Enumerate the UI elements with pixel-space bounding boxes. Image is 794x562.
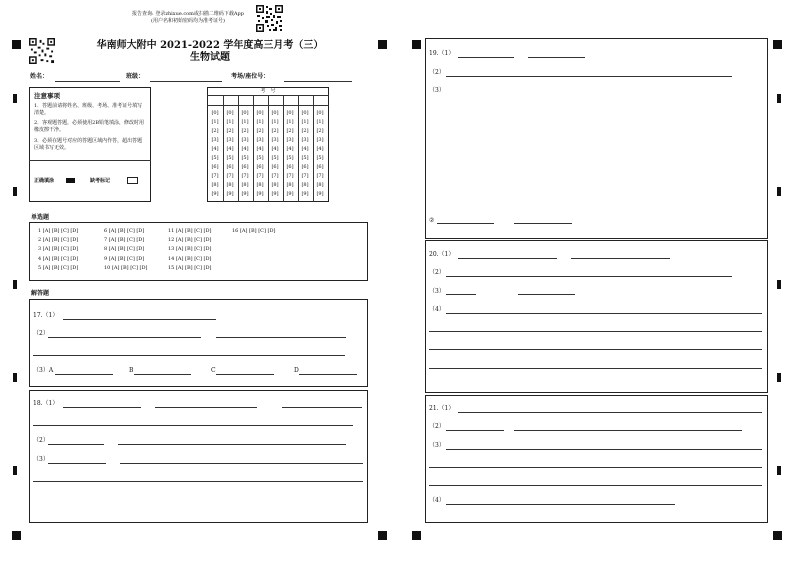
exam-number-bubble[interactable]: [9] bbox=[211, 191, 219, 197]
single-choice-item[interactable]: 6 [A] [B] [C] [D] bbox=[104, 228, 145, 234]
q19-part3-sub-label: ② bbox=[429, 217, 435, 224]
exam-number-bubble[interactable]: [1] bbox=[316, 119, 324, 125]
exam-number-bubble[interactable]: [2] bbox=[256, 128, 264, 134]
exam-number-bubble[interactable]: [3] bbox=[271, 137, 279, 143]
exam-number-bubble[interactable]: [4] bbox=[211, 146, 219, 152]
exam-number-bubble[interactable]: [5] bbox=[271, 155, 279, 161]
q21-part4-line[interactable] bbox=[446, 504, 675, 505]
q18-part3-line-a[interactable] bbox=[48, 463, 106, 464]
name-field[interactable] bbox=[55, 81, 120, 82]
exam-number-bubble[interactable]: [6] bbox=[211, 164, 219, 170]
exam-number-bubble[interactable]: [0] bbox=[316, 110, 324, 116]
exam-number-bubble[interactable]: [3] bbox=[301, 137, 309, 143]
exam-number-bubble[interactable]: [6] bbox=[316, 164, 324, 170]
exam-number-bubble[interactable]: [4] bbox=[286, 146, 294, 152]
exam-number-bubble[interactable]: [4] bbox=[256, 146, 264, 152]
q19-part1-line-a[interactable] bbox=[458, 57, 514, 58]
corner-mark-top-mid-right bbox=[412, 40, 421, 49]
corner-mark-bottom-mid-left bbox=[378, 531, 387, 540]
qr-code-icon bbox=[256, 5, 283, 32]
exam-number-bubble[interactable]: [0] bbox=[256, 110, 264, 116]
q17-part3-a-line[interactable] bbox=[55, 374, 113, 375]
q17-part3-label: （3）A bbox=[33, 367, 54, 374]
exam-number-bubble[interactable]: [0] bbox=[286, 110, 294, 116]
exam-number-bubble[interactable]: [3] bbox=[316, 137, 324, 143]
q17-part2-line-a[interactable] bbox=[48, 337, 201, 338]
exam-number-bubble[interactable]: [7] bbox=[301, 173, 309, 179]
q18-part2-label: （2） bbox=[33, 437, 49, 444]
exam-number-bubble[interactable]: [2] bbox=[241, 128, 249, 134]
exam-number-bubble[interactable]: [6] bbox=[286, 164, 294, 170]
q20-part3-label: （3） bbox=[429, 288, 445, 295]
q20-part1-line-b[interactable] bbox=[571, 258, 670, 259]
exam-number-bubble[interactable]: [4] bbox=[316, 146, 324, 152]
q21-part1-label: 21.（1） bbox=[429, 405, 455, 412]
name-label: 姓名： bbox=[30, 73, 49, 80]
notes-item-1: 1．答题前请将姓名、班级、考场、准考证号填写清楚。 bbox=[34, 103, 143, 116]
exam-number-bubble[interactable]: [4] bbox=[241, 146, 249, 152]
single-choice-item[interactable]: 5 [A] [B] [C] [D] bbox=[38, 264, 79, 271]
q19-part2-label: （2） bbox=[429, 69, 445, 76]
q17-part3-b-label: B bbox=[129, 367, 134, 374]
exam-number-bubble[interactable]: [2] bbox=[286, 128, 294, 134]
q21-part2-label: （2） bbox=[429, 423, 445, 430]
exam-number-bubble[interactable]: [2] bbox=[301, 128, 309, 134]
class-field[interactable] bbox=[150, 81, 222, 82]
q17-part3-c-line[interactable] bbox=[216, 374, 274, 375]
timing-mark-right-2 bbox=[777, 187, 781, 196]
report-notice-line2: (用户名和初始密码均为准考证号) bbox=[151, 18, 225, 24]
exam-number-bubble[interactable]: [9] bbox=[301, 191, 309, 197]
corner-mark-top-mid-left bbox=[378, 40, 387, 49]
q19-part1-line-b[interactable] bbox=[528, 57, 585, 58]
timing-mark-left-4 bbox=[13, 373, 17, 382]
q18-part3-line-b[interactable] bbox=[120, 463, 363, 464]
q17-part3-d-line[interactable] bbox=[299, 374, 357, 375]
exam-number-bubble[interactable]: [8] bbox=[256, 182, 264, 188]
corner-mark-bottom-mid-right bbox=[412, 531, 421, 540]
q20-part2-label: （2） bbox=[429, 269, 445, 276]
q18-part2-line-b[interactable] bbox=[118, 444, 346, 445]
q18-part1-line-c[interactable] bbox=[282, 407, 362, 408]
q20-box bbox=[425, 240, 768, 393]
exam-number-bubble[interactable]: [3] bbox=[241, 137, 249, 143]
student-qr-code-icon bbox=[29, 38, 55, 64]
exam-number-bubble[interactable]: [9] bbox=[286, 191, 294, 197]
q20-part4-line-c[interactable] bbox=[429, 349, 762, 350]
single-choice-item[interactable]: 12 [A] [B] [C] [D] bbox=[168, 237, 212, 244]
exam-number-bubble[interactable]: [5] bbox=[286, 155, 294, 161]
single-choice-item[interactable]: 3 [A] [B] [C] [D] bbox=[38, 246, 79, 253]
exam-number-bubble[interactable]: [1] bbox=[256, 119, 264, 125]
q21-part1-line[interactable] bbox=[458, 412, 762, 413]
q21-part2-line-a[interactable] bbox=[446, 430, 504, 431]
exam-number-bubble[interactable]: [9] bbox=[241, 191, 249, 197]
correct-fill-label: 正确填涂 bbox=[34, 178, 55, 184]
exam-number-bubble[interactable]: [9] bbox=[271, 191, 279, 197]
q17-part1-label: 17.（1） bbox=[33, 312, 59, 319]
q20-part1-label: 20.（1） bbox=[429, 251, 455, 258]
timing-mark-left-5 bbox=[13, 466, 17, 475]
q18-part1-line-d[interactable] bbox=[33, 425, 353, 426]
q19-part3-label: （3） bbox=[429, 87, 445, 94]
exam-number-bubble[interactable]: [7] bbox=[226, 173, 234, 179]
q18-part1-line-a[interactable] bbox=[63, 407, 141, 408]
exam-subtitle: 生物试题 bbox=[190, 52, 230, 63]
q17-part2-label: （2） bbox=[33, 330, 49, 337]
exam-number-bubble[interactable]: [2] bbox=[271, 128, 279, 134]
exam-number-bubble[interactable]: [0] bbox=[301, 110, 309, 116]
exam-number-bubble[interactable]: [6] bbox=[226, 164, 234, 170]
exam-number-bubble[interactable]: [7] bbox=[286, 173, 294, 179]
q19-part3-sub-line-b[interactable] bbox=[514, 223, 572, 224]
exam-number-bubble[interactable]: [1] bbox=[301, 119, 309, 125]
timing-mark-right-4 bbox=[777, 373, 781, 382]
answer-heading: 解答题 bbox=[31, 290, 50, 297]
exam-number-bubble[interactable]: [9] bbox=[316, 191, 324, 197]
q18-part2-line-a[interactable] bbox=[48, 444, 104, 445]
q20-part3-line-b[interactable] bbox=[518, 294, 575, 295]
notes-item-3: 3．必须在题号对应的答题区域内作答，超出答题区域书写无效。 bbox=[34, 138, 143, 151]
exam-number-bubble[interactable]: [5] bbox=[316, 155, 324, 161]
exam-number-bubble[interactable]: [5] bbox=[301, 155, 309, 161]
exam-number-bubble[interactable]: [9] bbox=[226, 191, 234, 197]
q20-part4-line-a[interactable] bbox=[446, 313, 762, 314]
q20-part4-line-b[interactable] bbox=[429, 331, 762, 332]
q21-part3-line-b[interactable] bbox=[429, 467, 762, 468]
q18-part3-line-c[interactable] bbox=[33, 481, 363, 482]
q21-part3-line-a[interactable] bbox=[446, 449, 762, 450]
exam-number-bubble[interactable]: [3] bbox=[256, 137, 264, 143]
q17-part3-b-line[interactable] bbox=[134, 374, 191, 375]
exam-number-bubble[interactable]: [2] bbox=[226, 128, 234, 134]
absent-mark-label: 缺考标记 bbox=[90, 178, 111, 184]
exam-number-bubble[interactable]: [2] bbox=[316, 128, 324, 134]
q20-part4-label: （4） bbox=[429, 306, 445, 313]
timing-mark-right-1 bbox=[777, 94, 781, 103]
q17-part3-c-label: C bbox=[211, 367, 216, 374]
exam-number-bubble[interactable]: [2] bbox=[211, 128, 219, 134]
timing-mark-left-1 bbox=[13, 94, 17, 103]
exam-number-bubble[interactable]: [0] bbox=[211, 110, 219, 116]
q19-part2-line[interactable] bbox=[446, 76, 732, 77]
timing-mark-right-3 bbox=[777, 280, 781, 289]
single-choice-item[interactable]: 4 [A] [B] [C] [D] bbox=[38, 255, 79, 262]
corner-mark-bottom-right bbox=[773, 531, 782, 540]
exam-number-bubble[interactable]: [0] bbox=[271, 110, 279, 116]
exam-number-bubble[interactable]: [0] bbox=[226, 110, 234, 116]
q19-box bbox=[425, 38, 768, 239]
exam-number-bubble[interactable]: [1] bbox=[211, 119, 219, 125]
exam-number-bubble[interactable]: [7] bbox=[271, 173, 279, 179]
exam-number-bubble[interactable]: [1] bbox=[271, 119, 279, 125]
q20-part2-line[interactable] bbox=[446, 276, 732, 277]
single-choice-heading: 单选题 bbox=[31, 214, 50, 221]
seat-field[interactable] bbox=[284, 81, 352, 82]
exam-number-bubble[interactable]: [3] bbox=[226, 137, 234, 143]
q18-part1-line-b[interactable] bbox=[155, 407, 257, 408]
q21-part2-line-b[interactable] bbox=[514, 430, 742, 431]
exam-number-bubble[interactable]: [3] bbox=[286, 137, 294, 143]
q17-part1-line[interactable] bbox=[63, 319, 216, 320]
exam-number-bubble[interactable]: [1] bbox=[241, 119, 249, 125]
notes-divider bbox=[29, 160, 151, 161]
exam-number-bubble[interactable]: [6] bbox=[301, 164, 309, 170]
exam-number-bubble[interactable]: [5] bbox=[256, 155, 264, 161]
exam-number-bubble[interactable]: [3] bbox=[211, 137, 219, 143]
corner-mark-top-right bbox=[773, 40, 782, 49]
exam-number-bubble[interactable]: [7] bbox=[256, 173, 264, 179]
exam-number-bubble[interactable]: [7] bbox=[316, 173, 324, 179]
exam-number-bubble[interactable]: [6] bbox=[241, 164, 249, 170]
q21-part3-line-c[interactable] bbox=[429, 485, 762, 486]
exam-number-bubble[interactable]: [1] bbox=[226, 119, 234, 125]
exam-number-bubble[interactable]: [4] bbox=[271, 146, 279, 152]
single-choice-item[interactable]: 15 [A] [B] [C] [D] bbox=[168, 264, 212, 271]
exam-number-bubble[interactable]: [6] bbox=[271, 164, 279, 170]
exam-number-bubble[interactable]: [7] bbox=[241, 173, 249, 179]
report-notice-line1: 报告查询: 登录zhixue.com或扫描二维码下载App bbox=[132, 11, 244, 17]
q19-part1-label: 19.（1） bbox=[429, 50, 455, 57]
q18-part1-label: 18.（1） bbox=[33, 400, 59, 407]
exam-number-bubble[interactable]: [4] bbox=[226, 146, 234, 152]
exam-number-bubble[interactable]: [6] bbox=[256, 164, 264, 170]
q17-part2-line-c[interactable] bbox=[33, 355, 345, 356]
exam-number-bubble[interactable]: [5] bbox=[226, 155, 234, 161]
single-choice-item[interactable]: 16 [A] [B] [C] [D] bbox=[232, 228, 276, 234]
exam-number-bubble[interactable]: [5] bbox=[241, 155, 249, 161]
q17-part2-line-b[interactable] bbox=[216, 337, 346, 338]
q21-part3-label: （3） bbox=[429, 442, 445, 449]
single-choice-item[interactable]: 2 [A] [B] [C] [D] bbox=[38, 237, 79, 244]
single-choice-item[interactable]: 13 [A] [B] [C] [D] bbox=[168, 246, 212, 253]
q20-part3-line-a[interactable] bbox=[446, 294, 476, 295]
exam-number-bubble[interactable]: [8] bbox=[271, 182, 279, 188]
q18-box bbox=[29, 390, 368, 523]
single-choice-item[interactable]: 7 [A] [B] [C] [D] bbox=[104, 237, 145, 244]
single-choice-item[interactable]: 14 [A] [B] [C] [D] bbox=[168, 255, 212, 262]
exam-number-bubble[interactable]: [8] bbox=[286, 182, 294, 188]
exam-number-bubble[interactable]: [7] bbox=[211, 173, 219, 179]
exam-number-bubble[interactable]: [9] bbox=[256, 191, 264, 197]
exam-number-bubble[interactable]: [8] bbox=[226, 182, 234, 188]
corner-mark-bottom-left bbox=[12, 531, 21, 540]
seat-label: 考场/座位号： bbox=[231, 73, 270, 80]
notes-item-2: 2．客观题答题，必须使用2B铅笔填涂，修改时用橡皮擦干净。 bbox=[34, 120, 145, 133]
absent-mark-checkbox[interactable] bbox=[127, 177, 138, 184]
single-choice-item[interactable]: 10 [A] [B] [C] [D] bbox=[104, 264, 148, 271]
timing-mark-left-3 bbox=[13, 280, 17, 289]
exam-number-title: 考 号 bbox=[260, 88, 276, 94]
single-choice-item[interactable]: 1 [A] [B] [C] [D] bbox=[38, 228, 79, 234]
exam-number-bubble[interactable]: [8] bbox=[211, 182, 219, 188]
single-choice-item[interactable]: 11 [A] [B] [C] [D] bbox=[168, 228, 212, 234]
q19-part3-sub-line-a[interactable] bbox=[437, 223, 494, 224]
q20-part1-line-a[interactable] bbox=[458, 258, 557, 259]
exam-number-bubble[interactable]: [0] bbox=[241, 110, 249, 116]
exam-number-bubble[interactable]: [8] bbox=[301, 182, 309, 188]
exam-number-bubble[interactable]: [8] bbox=[316, 182, 324, 188]
q21-part4-label: （4） bbox=[429, 497, 445, 504]
single-choice-item[interactable]: 9 [A] [B] [C] [D] bbox=[104, 255, 145, 262]
exam-number-bubble[interactable]: [8] bbox=[241, 182, 249, 188]
q18-part3-label: （3） bbox=[33, 456, 49, 463]
corner-mark-top-left bbox=[12, 40, 21, 49]
timing-mark-right-5 bbox=[777, 466, 781, 475]
exam-number-bubble[interactable]: [5] bbox=[211, 155, 219, 161]
timing-mark-left-2 bbox=[13, 187, 17, 196]
class-label: 班级： bbox=[126, 73, 145, 80]
exam-number-bubble[interactable]: [4] bbox=[301, 146, 309, 152]
notes-title: 注意事项 bbox=[34, 92, 60, 100]
correct-fill-sample bbox=[66, 178, 75, 183]
exam-number-bubble[interactable]: [1] bbox=[286, 119, 294, 125]
q17-part3-d-label: D bbox=[294, 367, 299, 374]
exam-title: 华南师大附中 2021-2022 学年度高三月考（三） bbox=[96, 40, 324, 51]
q20-part4-line-d[interactable] bbox=[429, 368, 762, 369]
single-choice-item[interactable]: 8 [A] [B] [C] [D] bbox=[104, 246, 145, 253]
